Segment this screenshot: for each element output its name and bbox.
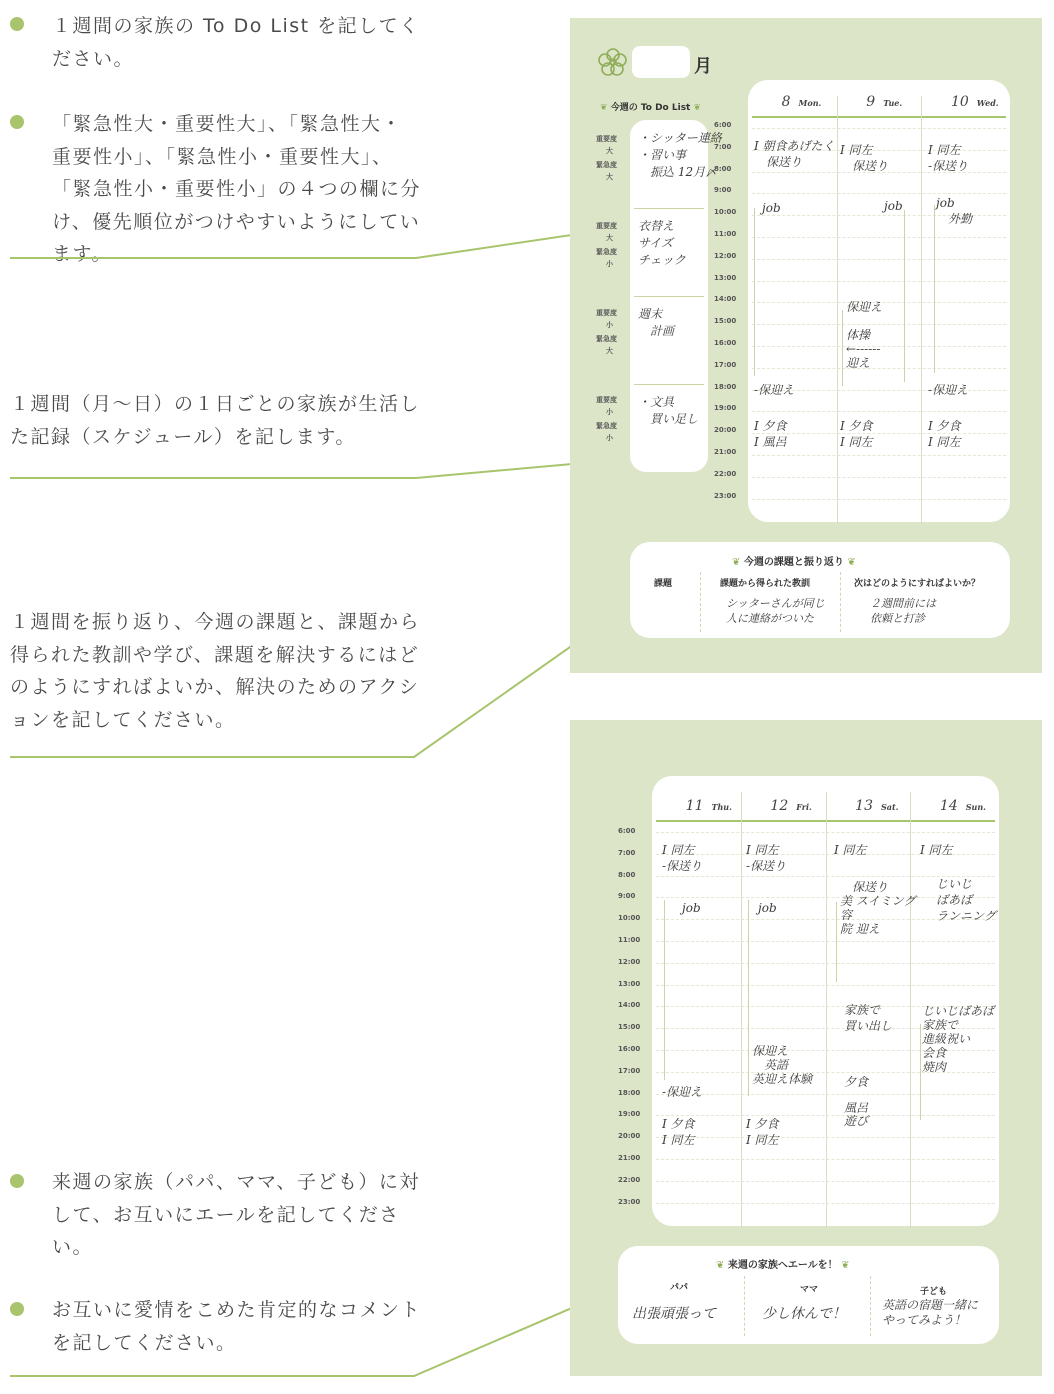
review-col3-head: 次はどのようにすればよいか？ <box>854 579 981 589</box>
priority-urgency-label: 緊急度 <box>596 161 617 169</box>
cheer-col3-head: 子ども <box>920 1287 948 1297</box>
day-column-divider <box>741 792 742 1228</box>
family-cheer-card <box>618 1246 999 1344</box>
schedule-cell[interactable]: I 同左 -保送り <box>746 843 787 873</box>
weekday-label: Fri. <box>796 802 812 812</box>
review-col1-head: 課題 <box>654 579 673 589</box>
note-todo-1: １週間の家族の To Do List を記してください。 <box>52 15 420 70</box>
schedule-cell[interactable]: 保迎え 体操 ←------ 迎え <box>846 300 883 370</box>
review-col2-head: 課題から得られた教訓 <box>720 579 811 589</box>
day-header <box>855 798 898 814</box>
note-cheer-2: お互いに愛情をこめた肯定的なコメントを記してください。 <box>52 1299 422 1354</box>
schedule-cell[interactable]: job <box>762 201 781 215</box>
time-label: 12:00 <box>618 957 641 966</box>
schedule-bar <box>842 310 843 386</box>
leaf-icon: ❦ <box>732 557 744 568</box>
note-todo-2: 「緊急性大・重要性大」、「緊急性大・重要性小」、「緊急性小・重要性大」、「緊急性小・重要性小」の４つの欄に分け、優先順位がつけやすいようにしています。 <box>52 113 422 265</box>
time-label: 10:00 <box>618 914 641 923</box>
day-header <box>770 798 811 814</box>
month-input-box[interactable] <box>632 46 690 78</box>
leaf-icon: ❦ <box>837 1260 850 1271</box>
time-label: 21:00 <box>714 448 737 456</box>
leaf-icon: ❦ <box>600 103 611 113</box>
schedule-cell[interactable]: 保送り 美 スイミング 容 院 迎え <box>840 880 916 936</box>
time-label: 18:00 <box>618 1088 641 1097</box>
planner-page-2 <box>570 720 1042 1376</box>
cheer-col3-text[interactable]: 英語の宿題一緒に やってみよう！ <box>882 1298 979 1327</box>
time-label: 8:00 <box>714 164 732 173</box>
time-label: 12:00 <box>714 251 737 260</box>
weekday-label: Sun. <box>965 802 986 812</box>
day-header <box>951 94 999 110</box>
priority-urgency-value: 小 <box>606 434 613 442</box>
time-label: 16:00 <box>714 339 737 347</box>
schedule-cell[interactable]: I 同左 <box>920 843 953 857</box>
schedule-cell[interactable]: -保迎え <box>754 383 795 397</box>
priority-urgency-value: 小 <box>606 260 613 268</box>
time-label: 9:00 <box>714 186 732 195</box>
time-column <box>714 121 748 511</box>
schedule-cell[interactable]: I 朝食あげたく 保送り <box>754 139 835 169</box>
schedule-cell[interactable]: I 夕食 I 同左 <box>840 419 873 449</box>
planner-page-1 <box>570 18 1042 673</box>
time-label: 9:00 <box>618 892 636 901</box>
schedule-cell[interactable]: -保迎え <box>662 1085 703 1099</box>
priority-urgency-label: 緊急度 <box>596 422 617 430</box>
time-label: 15:00 <box>618 1023 641 1032</box>
cheer-col2-text[interactable]: 少し休んで！ <box>762 1306 846 1322</box>
day-number: 9 <box>866 94 876 110</box>
time-label: 23:00 <box>618 1197 641 1206</box>
column-divider <box>700 572 701 632</box>
column-divider <box>870 1276 871 1336</box>
priority-importance-label: 重要度 <box>596 222 617 230</box>
weekly-schedule-card <box>748 80 1010 522</box>
time-label: 22:00 <box>714 469 737 478</box>
time-label: 23:00 <box>714 491 737 500</box>
hour-gridline <box>752 411 1006 412</box>
time-label: 7:00 <box>618 848 636 857</box>
priority-urgency-value: 大 <box>606 173 613 181</box>
bullet-icon <box>10 1302 24 1316</box>
time-label: 20:00 <box>714 426 737 435</box>
schedule-cell[interactable]: 保迎え 英語 英迎え体験 <box>752 1044 813 1086</box>
schedule-cell[interactable]: job <box>884 199 903 213</box>
schedule-cell[interactable]: job 外勤 <box>936 196 973 226</box>
header-divider <box>752 116 1006 118</box>
bullet-icon <box>10 17 24 31</box>
time-label: 8:00 <box>618 870 636 879</box>
column-divider <box>744 1276 745 1336</box>
day-header <box>782 94 822 110</box>
todo-title <box>600 100 701 113</box>
schedule-cell[interactable]: -保迎え <box>928 383 969 397</box>
schedule-cell[interactable]: I 同左 -保送り <box>928 143 969 173</box>
time-column <box>618 827 652 1217</box>
schedule-cell[interactable]: I 同左 <box>834 843 867 857</box>
todo-item[interactable]: 週末 計画 <box>638 307 675 338</box>
schedule-cell[interactable]: job <box>758 901 777 915</box>
hour-gridline <box>752 281 1006 282</box>
day-number: 14 <box>939 798 958 814</box>
todo-title-text: 今週の To Do List <box>610 103 691 113</box>
priority-importance-label: 重要度 <box>596 396 617 404</box>
time-label: 11:00 <box>714 230 737 238</box>
todo-item[interactable]: ・シッター連絡 ・習い事 振込 12月〆 <box>638 131 722 179</box>
day-number: 11 <box>685 798 704 814</box>
time-label: 13:00 <box>714 273 737 282</box>
hour-gridline <box>752 499 1006 500</box>
cheer-col1-text[interactable]: 出張頑張って <box>632 1306 716 1322</box>
time-label: 11:00 <box>618 936 641 944</box>
time-label: 13:00 <box>618 979 641 988</box>
schedule-bar <box>664 900 665 1080</box>
schedule-cell[interactable]: じいじ ばあば ランニング <box>936 877 996 923</box>
schedule-cell[interactable]: 家族で 買い出し <box>844 1003 893 1033</box>
time-label: 6:00 <box>714 121 732 129</box>
time-label: 22:00 <box>618 1175 641 1184</box>
priority-urgency-value: 大 <box>606 347 613 355</box>
weekday-label: Mon. <box>798 98 822 108</box>
day-header <box>686 798 732 814</box>
day-column-divider <box>826 792 827 1228</box>
todo-item[interactable]: ・文具 買い足し <box>638 395 699 426</box>
todo-list-card <box>630 120 722 472</box>
schedule-bar <box>748 900 749 1096</box>
flower-icon <box>597 46 629 78</box>
review-title-text: 今週の課題と振り返り <box>743 557 844 568</box>
time-label: 14:00 <box>618 1001 641 1010</box>
weekday-label: Sat. <box>880 802 899 812</box>
priority-urgency-label: 緊急度 <box>596 248 617 256</box>
day-number: 12 <box>770 798 789 814</box>
note-review: １週間を振り返り、今週の課題と、課題から得られた教訓や学び、課題を解決するにはどのようにすればよいか、解決のためのアクションを記してください。 <box>10 611 421 731</box>
cheer-col1-head: パパ <box>670 1283 689 1293</box>
review-col2-text[interactable]: シッターさんが同じ 人に連絡がついた <box>726 597 825 625</box>
bullet-icon <box>10 115 24 129</box>
bullet-icon <box>10 1174 24 1188</box>
leaf-icon: ❦ <box>843 557 856 568</box>
time-label: 19:00 <box>714 404 737 413</box>
schedule-cell[interactable]: job <box>682 901 701 915</box>
hour-gridline <box>752 455 1006 456</box>
weekly-schedule-card <box>652 776 999 1226</box>
cheer-title-text: 来週の家族へエールを！ <box>727 1260 838 1271</box>
todo-item[interactable]: 衣替え サイズ チェック <box>638 219 686 267</box>
schedule-cell[interactable]: I 夕食 I 風呂 <box>754 419 787 449</box>
time-label: 17:00 <box>618 1066 641 1075</box>
priority-importance-label: 重要度 <box>596 309 617 317</box>
hour-gridline <box>752 433 1006 434</box>
schedule-bar <box>836 902 837 982</box>
day-header <box>940 798 986 814</box>
review-col3-text[interactable]: ２週間前には 依頼と打診 <box>870 597 936 625</box>
time-label: 6:00 <box>618 827 636 835</box>
cheer-col2-head: ママ <box>800 1285 819 1295</box>
schedule-cell[interactable]: じいじばあば 家族で 進級祝い 会食 焼肉 <box>922 1004 995 1074</box>
weekday-label: Tue. <box>883 98 903 108</box>
time-label: 18:00 <box>714 382 737 391</box>
review-title <box>732 553 856 568</box>
schedule-cell[interactable]: I 夕食 I 同左 <box>746 1117 779 1147</box>
hour-gridline <box>752 128 1006 129</box>
time-label: 14:00 <box>714 295 737 304</box>
note-cheer-1: 来週の家族（パパ、ママ、子ども）に対して、お互いにエールを記してください。 <box>52 1171 420 1258</box>
day-number: 10 <box>950 94 969 110</box>
schedule-cell[interactable]: I 同左 -保送り <box>662 843 703 873</box>
priority-importance-value: 小 <box>606 321 613 329</box>
todo-divider <box>634 384 704 385</box>
schedule-cell[interactable]: 夕食 風呂 遊び <box>844 1075 869 1128</box>
weekday-label: Thu. <box>711 802 732 812</box>
weekly-review-card <box>630 542 1010 638</box>
column-divider <box>840 572 841 632</box>
priority-importance-value: 大 <box>606 234 613 242</box>
day-header <box>866 94 902 110</box>
cheer-title <box>716 1256 850 1271</box>
leaf-icon: ❦ <box>716 1260 728 1271</box>
todo-divider <box>634 208 704 209</box>
time-label: 15:00 <box>714 317 737 326</box>
priority-urgency-label: 緊急度 <box>596 335 617 343</box>
schedule-cell[interactable]: I 夕食 I 同左 <box>662 1117 695 1147</box>
time-label: 20:00 <box>618 1132 641 1141</box>
priority-importance-label: 重要度 <box>596 135 617 143</box>
note-schedule: １週間（月〜日）の１日ごとの家族が生活した記録（スケジュール）を記します。 <box>10 393 421 448</box>
hour-gridline <box>752 237 1006 238</box>
priority-importance-value: 大 <box>606 147 613 155</box>
priority-labels <box>596 134 632 464</box>
leaf-icon: ❦ <box>690 103 702 113</box>
time-label: 10:00 <box>714 208 737 217</box>
time-label: 17:00 <box>714 360 737 369</box>
hour-gridline <box>752 477 1006 478</box>
time-label: 16:00 <box>618 1045 641 1053</box>
day-column-divider <box>837 96 838 524</box>
schedule-cell[interactable]: I 同左 保送り <box>840 143 889 173</box>
day-number: 13 <box>855 798 873 814</box>
time-label: 21:00 <box>618 1154 641 1162</box>
hour-gridline <box>752 259 1006 260</box>
day-column-divider <box>910 792 911 1228</box>
schedule-bar <box>754 208 755 376</box>
schedule-cell[interactable]: I 夕食 I 同左 <box>928 419 961 449</box>
priority-importance-value: 小 <box>606 408 613 416</box>
time-label: 19:00 <box>618 1110 641 1119</box>
schedule-bar <box>934 205 935 373</box>
schedule-bar <box>920 1024 921 1120</box>
todo-divider <box>634 296 704 297</box>
month-label: 月 <box>694 56 712 77</box>
schedule-bar <box>904 210 905 382</box>
day-column-divider <box>921 96 922 524</box>
day-number: 8 <box>781 94 791 110</box>
weekday-label: Wed. <box>976 98 999 108</box>
time-label: 7:00 <box>714 142 732 151</box>
